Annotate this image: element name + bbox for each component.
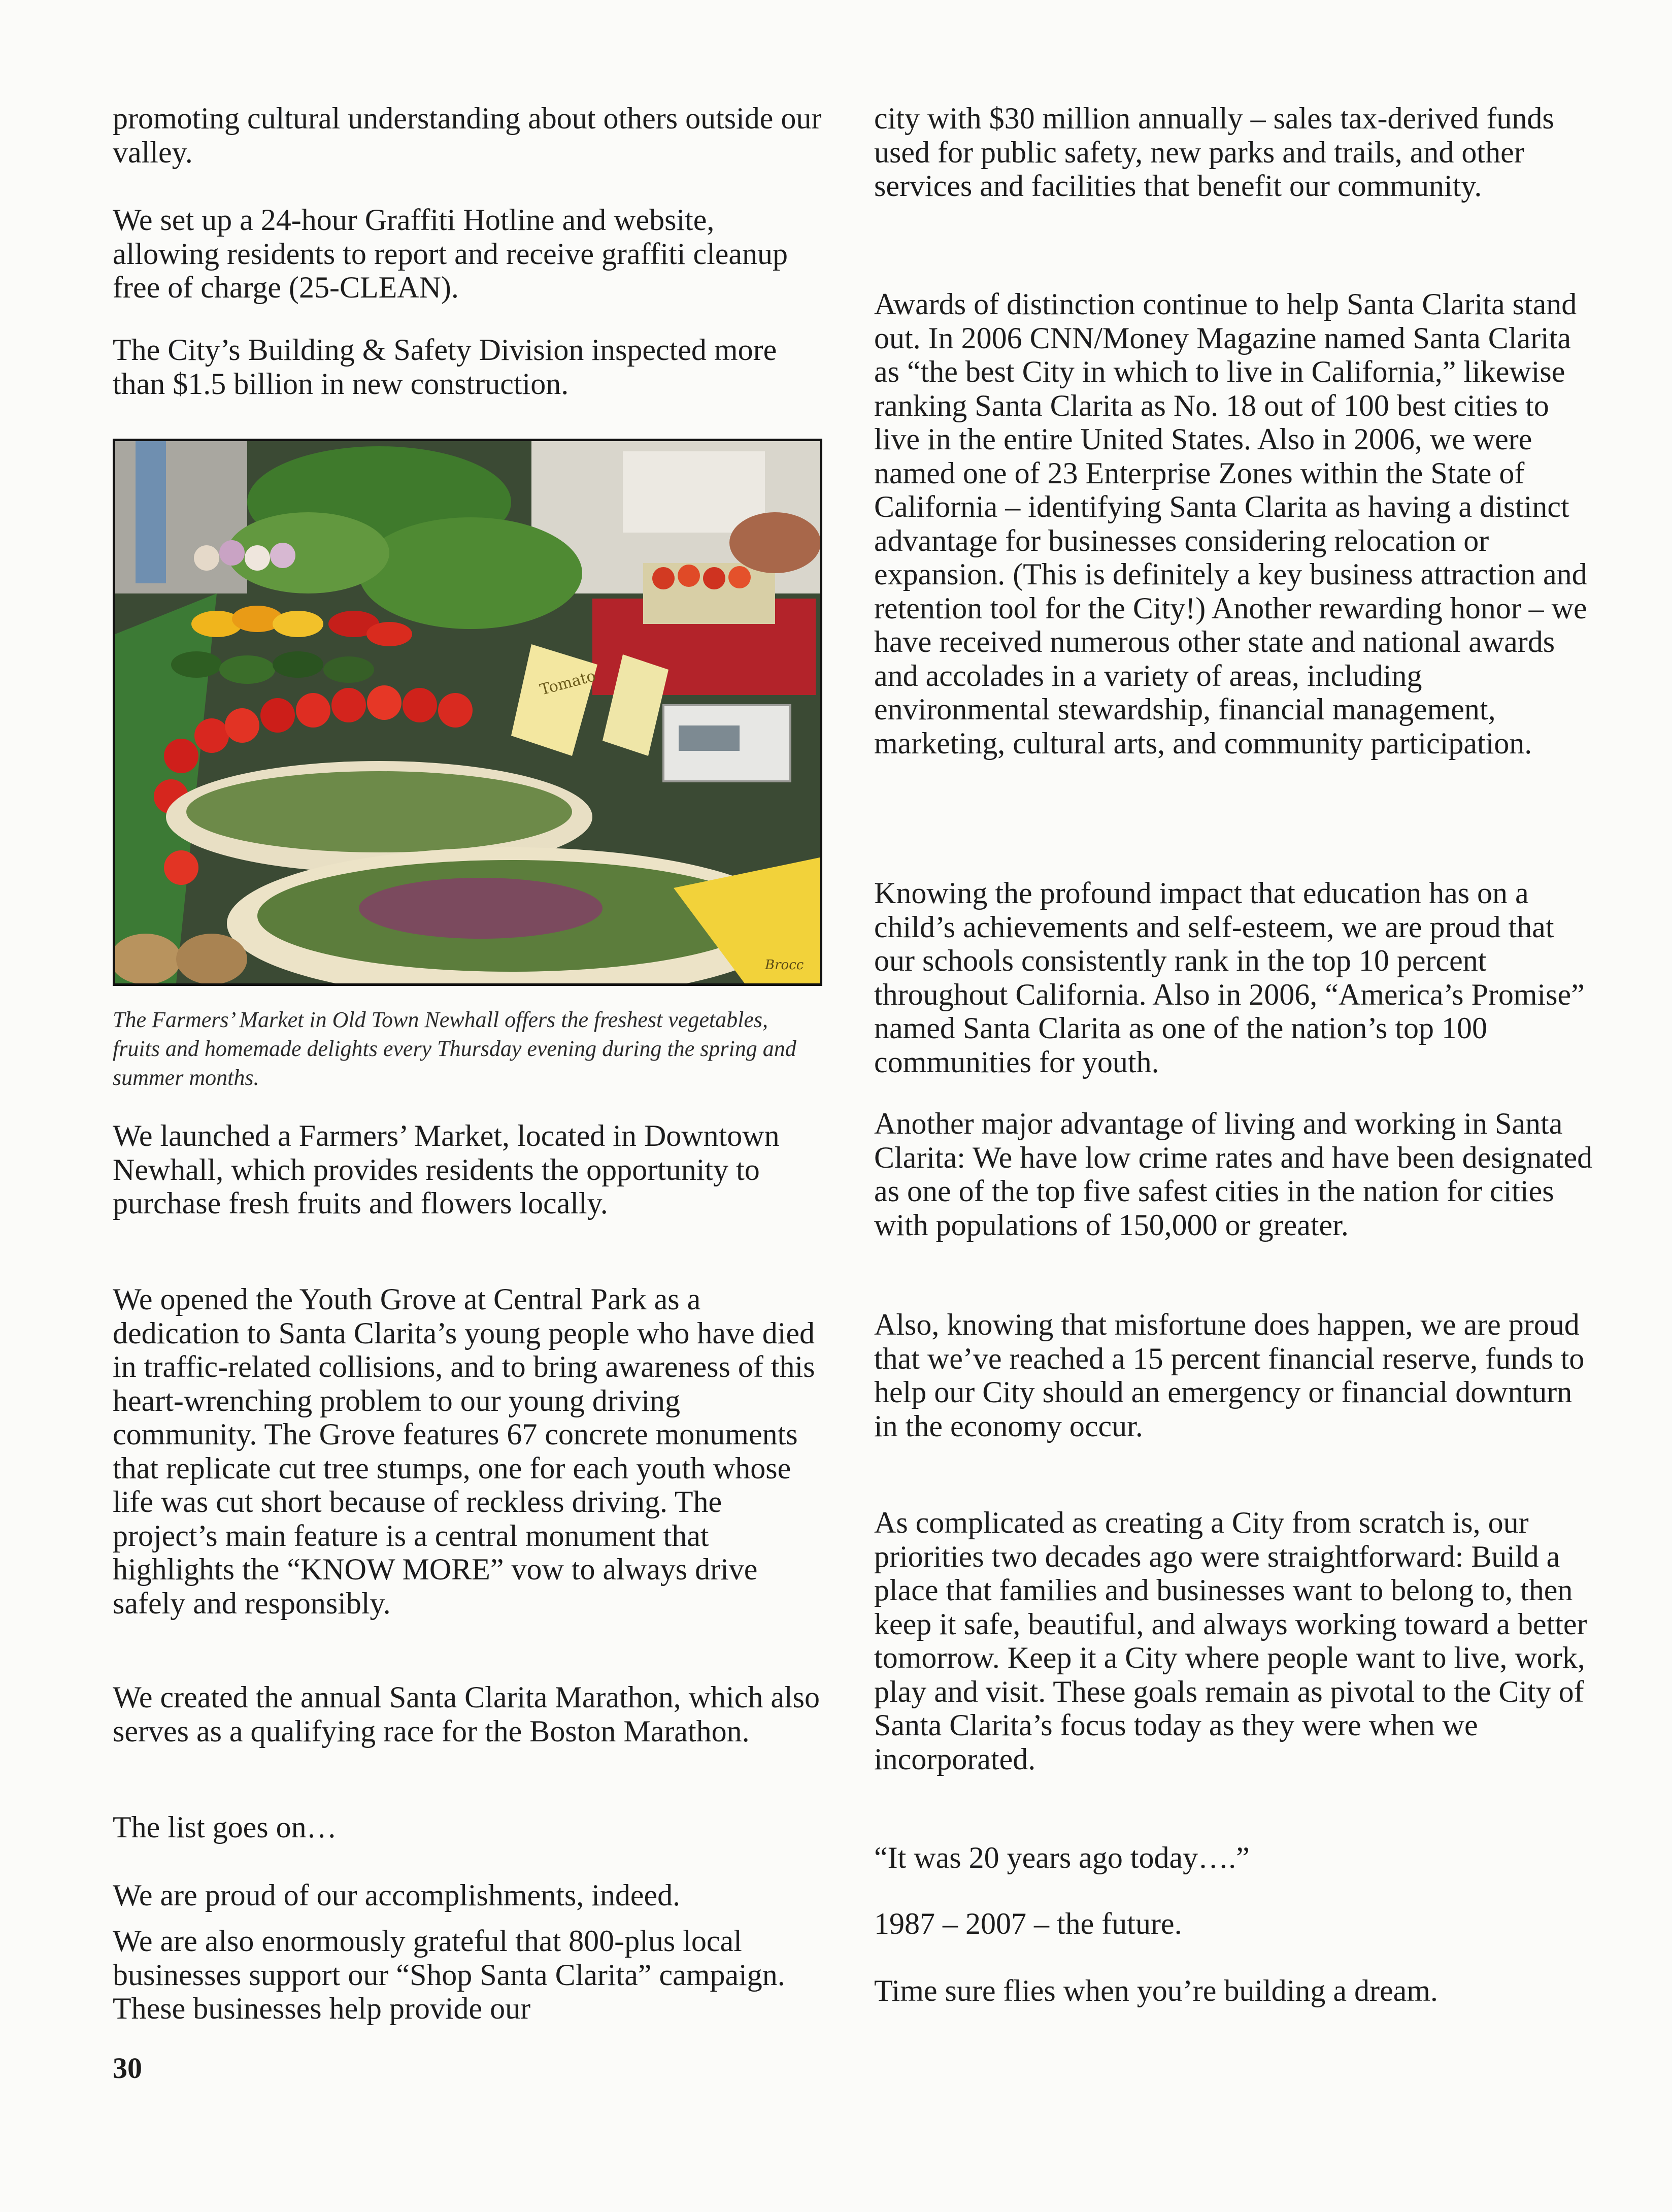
photo-sign-broccoli: Brocc (765, 958, 804, 973)
paragraph-graffiti-hotline: We set up a 24-hour Graffiti Hotline and website, allowing residents to report and receive graffiti cleanup free of charge (25-CLEAN). (113, 203, 788, 304)
farmers-market-photo (113, 439, 822, 986)
paragraph-sales-tax: city with $30 million annually – sales tax-derived funds used for public safety, new parks and trails, and other services and facilities that benefit our community. (874, 102, 1554, 203)
paragraph-20-years-quote: “It was 20 years ago today….” (874, 1841, 1250, 1874)
paragraph-list-goes-on: The list goes on… (113, 1810, 337, 1844)
paragraph-building-safety: The City’s Building & Safety Division inspected more than $1.5 billion in new construction. (113, 333, 777, 401)
paragraph-cultural-understanding: promoting cultural understanding about others outside our valley. (113, 102, 822, 169)
paragraph-financial-reserve: Also, knowing that misfortune does happen, we are proud that we’ve reached a 15 percent financial reserve, funds to help our City should an emergency or financial downturn in the economy occur. (874, 1308, 1585, 1443)
paragraph-youth-grove: We opened the Youth Grove at Central Park as a dedication to Santa Clarita’s young people who have died in traffic-related collisions, and to bring awareness of this heart-wrenching problem to our young driving community. The Grove features 67 concrete monuments that replicate cut tree stumps, one for each youth whose life was cut short because of reckless driving. The project’s main feature is a central monument that highlights the “KNOW MORE” vow to always drive safely and responsibly. (113, 1282, 815, 1620)
photo-sign-tomato: Tomato (538, 667, 598, 699)
paragraph-priorities: As complicated as creating a City from scratch is, our priorities two decades ago were straightforward: Build a place that families and businesses want to belong to, then keep it safe, beautiful, and always working toward a better tomorrow. Keep it a City where people want to live, work, play and visit. These goals remain as pivotal to the City of Santa Clarita’s focus today as they were when we incorporated. (874, 1506, 1587, 1776)
paragraph-education: Knowing the profound impact that education has on a child’s achievements and self-esteem, we are proud that our schools consistently rank in the top 10 percent throughout California. Also in 2006, “America’s Promise” named Santa Clarita as one of the nation’s top 100 communities for youth. (874, 876, 1585, 1079)
paragraph-farmers-market: We launched a Farmers’ Market, located in Downtown Newhall, which provides residents the opportunity to purchase fresh fruits and flowers locally. (113, 1119, 780, 1220)
paragraph-awards: Awards of distinction continue to help Santa Clarita stand out. In 2006 CNN/Money Magazine named Santa Clarita as “the best City in which to live in California,” likewise ranking Santa Clarita as No. 18 out of 100 best cities to live in the entire United States. Also in 2006, we were named one of 23 Enterprise Zones within the State of California – identifying Santa Clarita as having a distinct advantage for businesses considering relocation or expansion. (This is definitely a key business attraction and retention tool for the City!) Another rewarding honor – we have received numerous other state and national awards and accolades in a variety of areas, including environmental stewardship, financial management, marketing, cultural arts, and community participation. (874, 287, 1587, 760)
farmers-market-illustration (115, 441, 820, 983)
paragraph-marathon: We created the annual Santa Clarita Marathon, which also serves as a qualifying race for the Boston Marathon. (113, 1680, 820, 1748)
page-number: 30 (113, 2052, 142, 2085)
photo-caption: The Farmers’ Market in Old Town Newhall offers the freshest vegetables, fruits and homemade delights every Thursday evening during the spring and summer months. (113, 1007, 796, 1090)
paragraph-building-a-dream: Time sure flies when you’re building a dream. (874, 1974, 1438, 2007)
paragraph-1987-2007: 1987 – 2007 – the future. (874, 1907, 1182, 1940)
paragraph-low-crime: Another major advantage of living and working in Santa Clarita: We have low crime rates and have been designated as one of the top five safest cities in the nation for cities with populations of 150,000 or greater. (874, 1107, 1593, 1242)
paragraph-shop-santa-clarita: We are also enormously grateful that 800-plus local businesses support our “Shop Santa Clarita” campaign. These businesses help provide our (113, 1924, 785, 2025)
paragraph-proud-accomplishments: We are proud of our accomplishments, indeed. (113, 1878, 681, 1912)
